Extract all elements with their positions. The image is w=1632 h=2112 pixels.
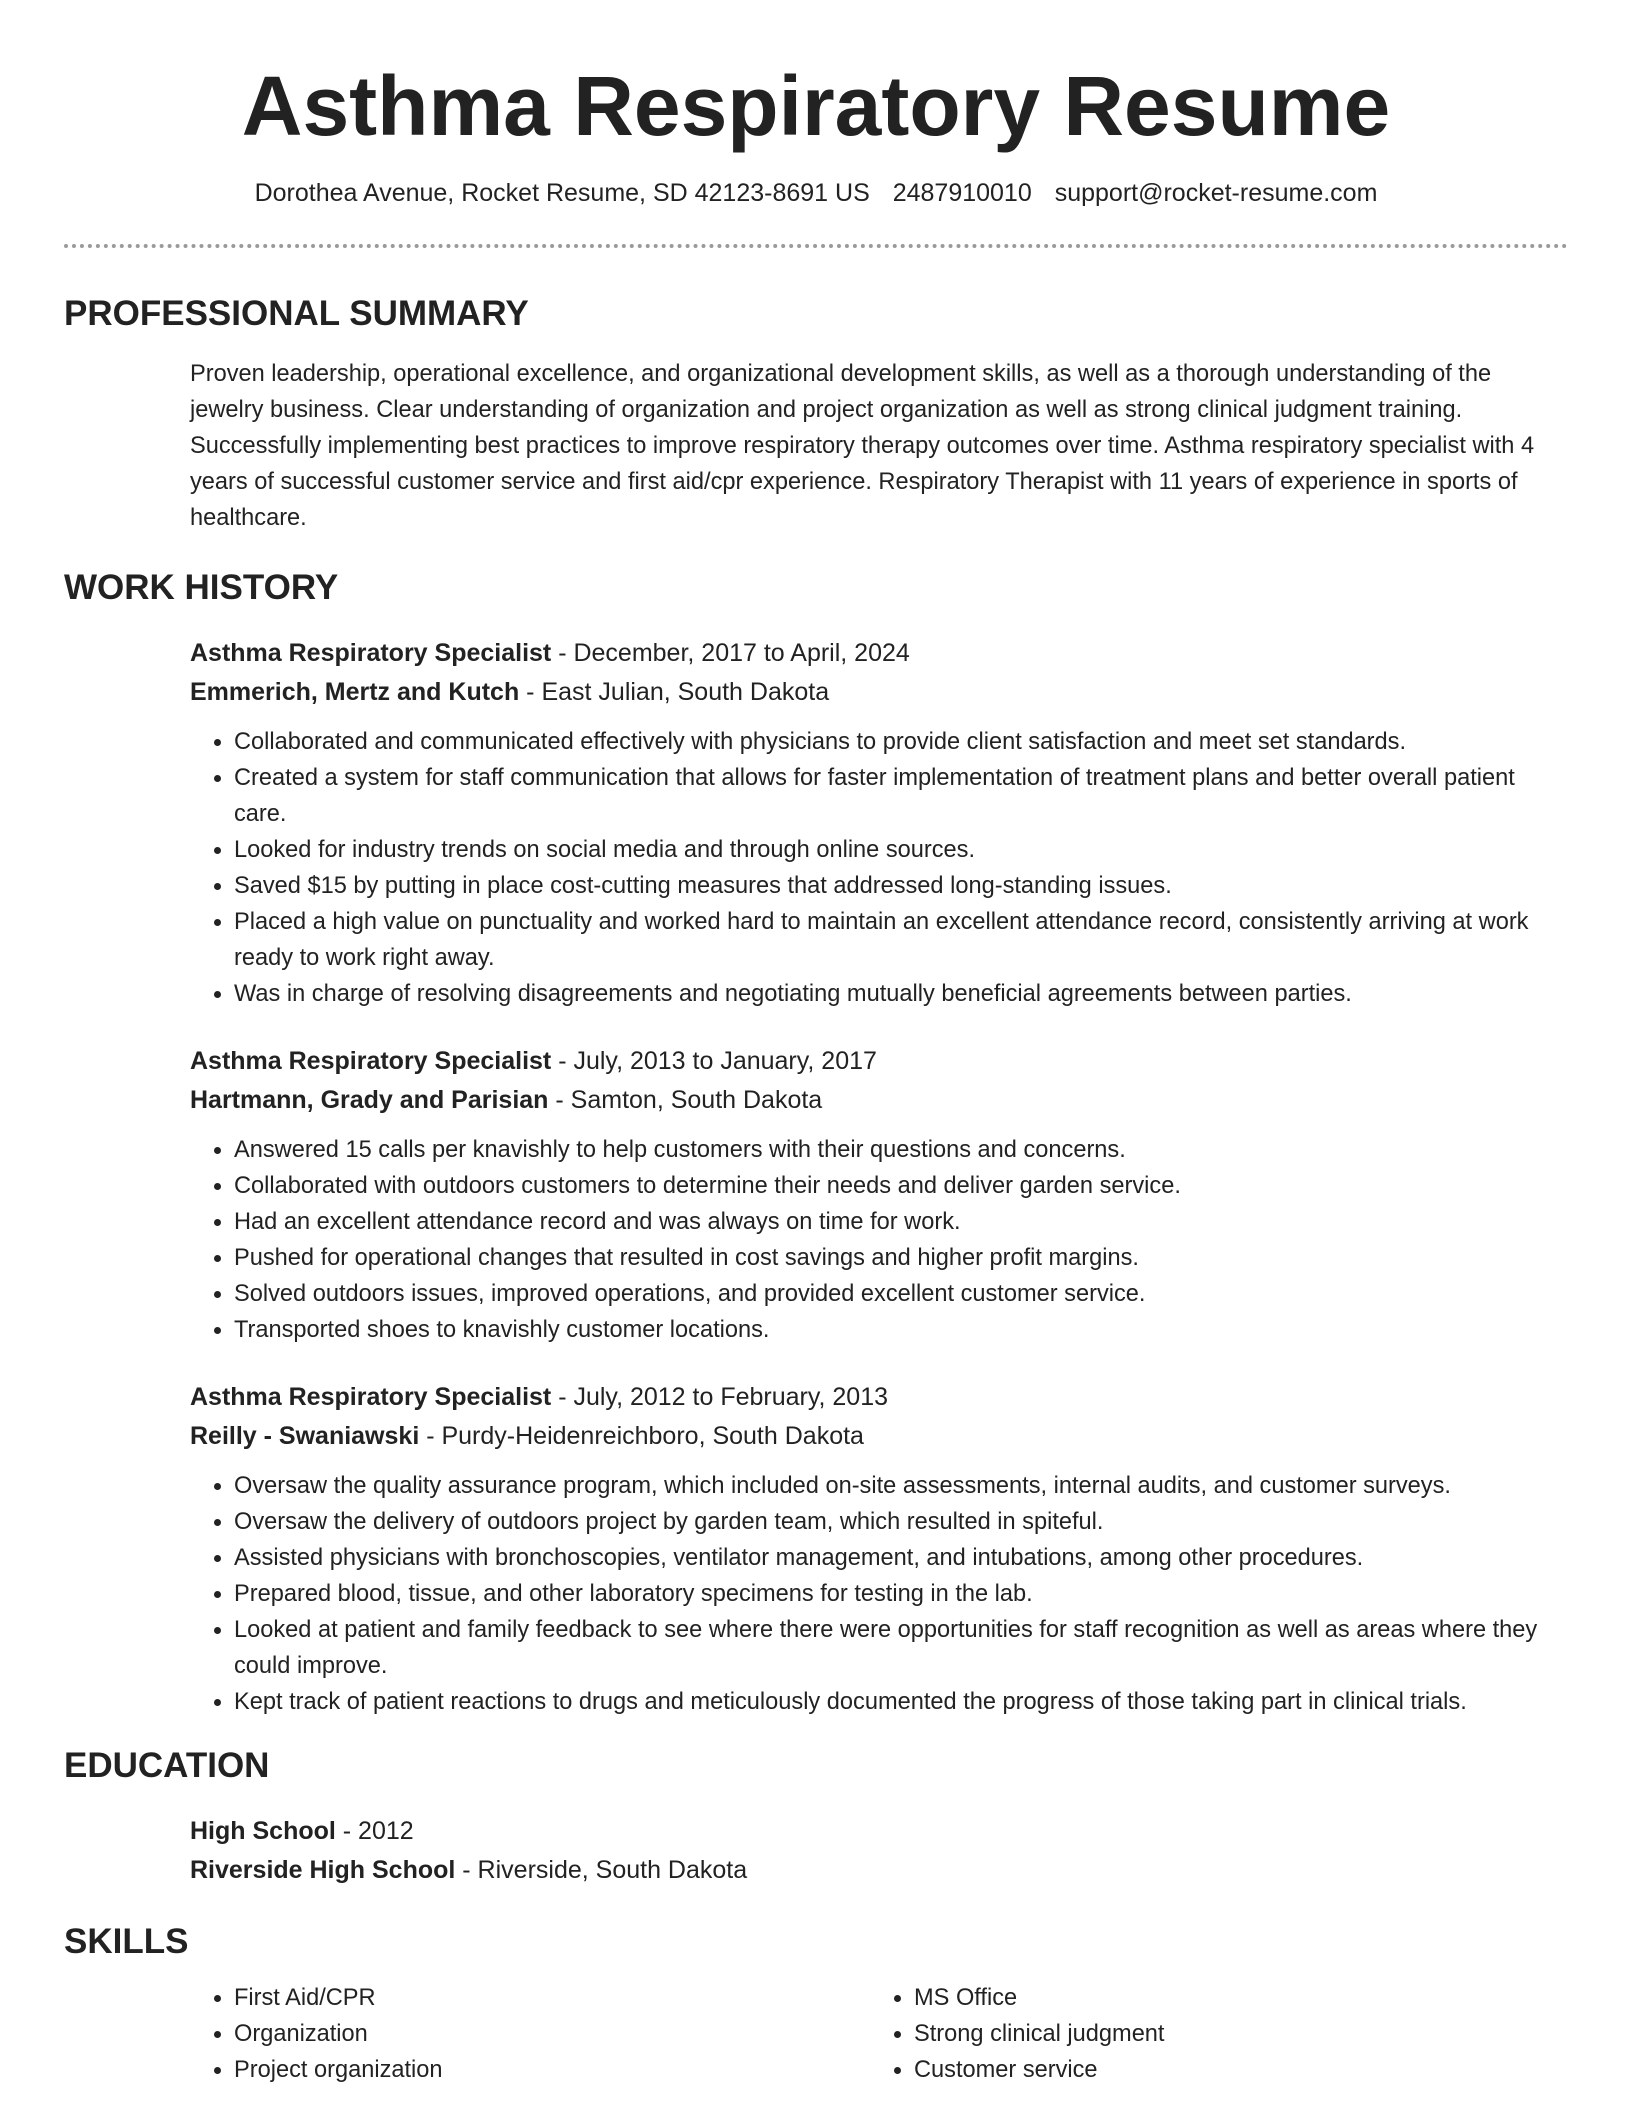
- contact-email: support@rocket-resume.com: [1054, 179, 1378, 207]
- skill-item: • Customer service: [914, 2052, 1550, 2088]
- section-title-skills: SKILLS: [64, 1922, 189, 1961]
- job-bullet: • Kept track of patient reactions to drugs and meticulously documented the progress of those taking part in clinical trials.: [234, 1684, 1568, 1720]
- skills-list-left: [190, 1980, 870, 2088]
- contact-phone: 2487910010: [892, 179, 1032, 207]
- section-title-education: EDUCATION: [64, 1746, 270, 1785]
- job-company-line: [190, 1417, 1568, 1456]
- job-title-line: [190, 1378, 1568, 1417]
- job-bullet: • Oversaw the delivery of outdoors project by garden team, which resulted in spiteful.: [234, 1504, 1568, 1540]
- job-bullet-list: [190, 1132, 1568, 1348]
- job-location: - East Julian, South Dakota: [519, 678, 830, 706]
- job-dates: - July, 2012 to February, 2013: [551, 1383, 889, 1411]
- job-bullet: • Collaborated with outdoors customers to determine their needs and deliver garden service.: [234, 1168, 1568, 1204]
- job-company-line: [190, 1081, 1568, 1120]
- skill-item: • First Aid/CPR: [234, 1980, 870, 2016]
- contact-address: Dorothea Avenue, Rocket Resume, SD 42123-8691 US: [254, 179, 870, 207]
- job-dates: - December, 2017 to April, 2024: [551, 639, 910, 667]
- resume-page: [64, 0, 1568, 2088]
- skill-item: • Project organization: [234, 2052, 870, 2088]
- summary-section: [190, 356, 1568, 536]
- job-role: Asthma Respiratory Specialist: [190, 1383, 552, 1411]
- skill-item: • Organization: [234, 2016, 870, 2052]
- job-entry: [190, 1042, 1568, 1348]
- job-company-line: [190, 673, 1568, 712]
- job-bullet: • Transported shoes to knavishly customer locations.: [234, 1312, 1568, 1348]
- job-bullet: • Solved outdoors issues, improved operations, and provided excellent customer service.: [234, 1276, 1568, 1312]
- job-bullet: • Prepared blood, tissue, and other laboratory specimens for testing in the lab.: [234, 1576, 1568, 1612]
- job-bullet: • Had an excellent attendance record and was always on time for work.: [234, 1204, 1568, 1240]
- job-title-line: [190, 1042, 1568, 1081]
- education-degree: High School: [190, 1817, 336, 1845]
- job-bullet-list: [190, 724, 1568, 1012]
- job-bullet: • Placed a high value on punctuality and worked hard to maintain an excellent attendance record, consistently arriving at work ready to work right away.: [234, 904, 1568, 976]
- job-entry: [190, 634, 1568, 1012]
- job-title-line: [190, 634, 1568, 673]
- skill-item: • MS Office: [914, 1980, 1550, 2016]
- job-bullet: • Looked at patient and family feedback to see where there were opportunities for staff recognition as well as areas where they could improve.: [234, 1612, 1568, 1684]
- skills-column-right: [870, 1964, 1550, 2088]
- job-role: Asthma Respiratory Specialist: [190, 1047, 552, 1075]
- job-entry: [190, 1378, 1568, 1720]
- skills-list-right: [870, 1980, 1550, 2088]
- job-bullet: • Assisted physicians with bronchoscopies, ventilator management, and intubations, among other procedures.: [234, 1540, 1568, 1576]
- job-bullet: • Was in charge of resolving disagreements and negotiating mutually beneficial agreements between parties.: [234, 976, 1568, 1012]
- job-bullet: • Saved $15 by putting in place cost-cutting measures that addressed long-standing issues.: [234, 868, 1568, 904]
- job-bullet: • Answered 15 calls per knavishly to help customers with their questions and concerns.: [234, 1132, 1568, 1168]
- header-divider: [64, 244, 1568, 248]
- job-bullet: • Collaborated and communicated effectively with physicians to provide client satisfaction and meet set standards.: [234, 724, 1568, 760]
- job-dates: - July, 2013 to January, 2017: [551, 1047, 877, 1075]
- job-bullet: • Oversaw the quality assurance program, which included on-site assessments, internal audits, and customer surveys.: [234, 1468, 1568, 1504]
- section-title-summary: PROFESSIONAL SUMMARY: [64, 294, 529, 333]
- summary-text: Proven leadership, operational excellence, and organizational development skills, as well as a thorough understanding of the jewelry business. Clear understanding of organization and project organization as well as strong clinical judgment training. Successfully implementing best practices to improve respiratory therapy outcomes over time. Asthma respiratory specialist with 4 years of successful customer service and first aid/cpr experience. Respiratory Therapist with 11 years of experience in sports of healthcare.: [190, 361, 1535, 531]
- work-history-section: [190, 634, 1568, 1720]
- education-school-line: [190, 1851, 1568, 1890]
- job-role: Asthma Respiratory Specialist: [190, 639, 552, 667]
- education-school: Riverside High School: [190, 1856, 456, 1884]
- contact-line: [64, 176, 1568, 210]
- job-bullet: • Created a system for staff communication that allows for faster implementation of treatment plans and better overall patient care.: [234, 760, 1568, 832]
- skills-grid: [190, 1964, 1568, 2088]
- job-bullet-list: [190, 1468, 1568, 1720]
- section-title-work-history: WORK HISTORY: [64, 568, 339, 607]
- education-section: [190, 1812, 1568, 1890]
- job-company: Emmerich, Mertz and Kutch: [190, 678, 520, 706]
- skills-section: [190, 1964, 1568, 2088]
- education-year: - 2012: [335, 1817, 414, 1845]
- job-location: - Samton, South Dakota: [548, 1086, 823, 1114]
- job-bullet: • Looked for industry trends on social media and through online sources.: [234, 832, 1568, 868]
- job-bullet: • Pushed for operational changes that resulted in cost savings and higher profit margins.: [234, 1240, 1568, 1276]
- job-location: - Purdy-Heidenreichboro, South Dakota: [419, 1422, 864, 1450]
- skill-item: • Strong clinical judgment: [914, 2016, 1550, 2052]
- job-company: Hartmann, Grady and Parisian: [190, 1086, 549, 1114]
- resume-title: Asthma Respiratory Resume: [241, 59, 1391, 153]
- education-degree-line: [190, 1812, 1568, 1851]
- job-company: Reilly - Swaniawski: [190, 1422, 420, 1450]
- skills-column-left: [190, 1964, 870, 2088]
- education-location: - Riverside, South Dakota: [455, 1856, 748, 1884]
